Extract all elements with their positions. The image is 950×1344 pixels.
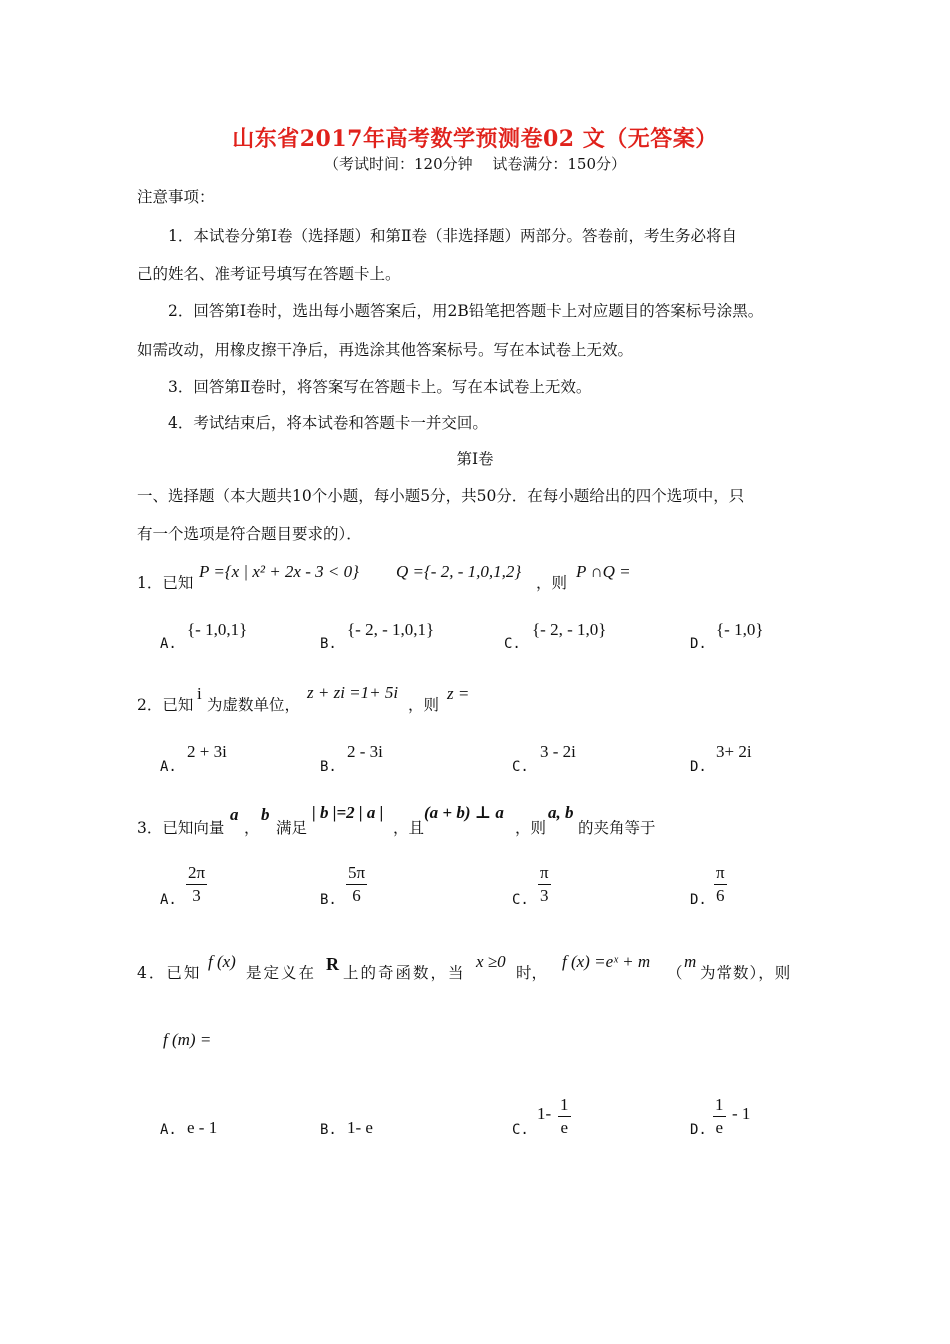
q1-then: ，则 [536,574,568,592]
q3-option-b-den: 6 [352,886,361,905]
q2-option-a-label: A. [160,759,177,775]
q3-option-b [346,862,367,907]
q4-option-a-label: A. [160,1122,177,1138]
q3-option-c-den: 3 [540,886,549,905]
q3-option-b-label: B. [320,892,337,908]
q3-option-a-num: 2π [186,862,207,885]
q3-tail: 的夹角等于 [578,819,656,837]
section-heading-cont: 有一个选项是符合题目要求的）． [137,525,362,543]
q4-option-d-label: D. [690,1122,707,1138]
q1-stem [137,573,193,593]
q1-option-a: {- 1,0,1} [187,620,248,639]
q4-option-c-num: 1 [558,1094,571,1117]
q4-paren-close: 为常数），则 [700,964,792,982]
q3-option-a-den: 3 [192,886,201,905]
q4-prefix: 4．已知 [137,964,202,982]
q3-comma: ， [244,819,260,837]
q3-and: ，且 [393,819,425,837]
q2-option-c-label: C. [512,759,529,775]
q1-option-d-label: D. [690,636,707,652]
q3-vector-b: b [261,805,270,824]
q2-prefix: 2．已知 [137,696,194,714]
notice-line: 1．本试卷分第Ⅰ卷（选择题）和第Ⅱ卷（非选择题）两部分。答卷前，考生务必将自 [168,227,738,245]
q4-option-c-label: C. [512,1122,529,1138]
q3-option-d-den: 6 [716,886,725,905]
q2-ask: z = [447,684,470,703]
q4-option-d-suffix: - 1 [732,1104,751,1123]
section-heading: 一、选择题（本大题共10个小题，每小题5分，共50分．在每小题给出的四个选项中，只 [137,487,745,505]
q2-option-d: 3+ 2i [716,742,752,761]
notice-line: 如需改动，用橡皮擦干净后，再选涂其他答案标号。写在本试卷上无效。 [137,341,634,359]
q4-paren-open: （ [667,964,683,982]
q1-option-c-label: C. [504,636,521,652]
q2-option-d-label: D. [690,759,707,775]
q4-m: m [684,952,697,971]
q4-option-d-num: 1 [713,1094,726,1117]
q4-option-c-fraction [558,1094,571,1139]
q3-prefix: 3．已知向量 [137,819,225,837]
q2-i: i [197,684,202,703]
q3-option-c-label: C. [512,892,529,908]
q1-set-q: Q ={- 2, - 1,0,1,2} [396,562,522,581]
q4-mid2: 上的奇函数，当 [343,964,466,982]
q4-real-set: R [326,954,339,974]
q3-option-c [538,862,551,907]
q1-ask: P ∩Q = [576,562,631,581]
q2-option-c: 3 - 2i [540,742,576,761]
q3-condition-1: | b |=2 | a | [312,803,384,822]
q3-satisfy: 满足 [276,819,308,837]
notice-line: 4．考试结束后，将本试卷和答题卡一并交回。 [168,414,488,432]
notice-heading: 注意事项： [137,188,215,206]
q2-option-b: 2 - 3i [347,742,383,761]
notice-line: 3．回答第Ⅱ卷时，将答案写在答题卡上。写在本试卷上无效。 [168,378,592,396]
q4-option-c-prefix: 1- [537,1104,552,1123]
q1-option-c: {- 2, - 1,0} [532,620,607,639]
q3-option-a [186,862,207,907]
q4-option-c-den: e [560,1118,569,1137]
notice-line: 2．回答第Ⅰ卷时，选出每小题答案后，用2B铅笔把答题卡上对应题目的答案标号涂黑。 [168,302,764,320]
q3-option-a-label: A. [160,892,177,908]
q4-option-b-label: B. [320,1122,337,1138]
page-title: 山东省2017年高考数学预测卷02 文（无答案） [232,126,718,152]
q4-option-b: 1- e [347,1118,373,1137]
q3-option-d [714,862,727,907]
notice-line: 己的姓名、准考证号填写在答题卡上。 [137,265,401,283]
q1-set-p: P ={x | x² + 2x - 3 < 0} [199,562,359,581]
q1-option-a-label: A. [160,636,177,652]
q3-option-c-num: π [538,862,551,885]
q4-option-d-den: e [715,1118,724,1137]
q3-option-d-num: π [714,862,727,885]
q2-option-b-label: B. [320,759,337,775]
q1-option-b-label: B. [320,636,337,652]
q1-prefix: 1．已知 [137,574,194,592]
exam-info: （考试时间：120分钟 试卷满分：150分） [323,155,627,173]
q3-option-d-label: D. [690,892,707,908]
q4-fx: f (x) [208,952,236,971]
q1-option-d: {- 1,0} [716,620,764,639]
q2-option-a: 2 + 3i [187,742,227,761]
q2-mid: 为虚数单位， [207,696,301,714]
q3-then: ，则 [515,819,547,837]
q3-option-b-num: 5π [346,862,367,885]
q4-condition: x ≥0 [476,952,506,971]
q4-ask: f (m) = [163,1030,212,1049]
q3-vector-a: a [230,805,239,824]
q1-option-b: {- 2, - 1,0,1} [347,620,435,639]
q4-expression: f (x) =eˣ + m [562,952,651,971]
q4-mid3: 时， [516,964,548,982]
q3-condition-2: (a + b) ⊥ a [424,803,504,822]
q4-option-a: e - 1 [187,1118,218,1137]
q4-option-d-fraction [713,1094,726,1139]
q3-vectors: a, b [548,803,574,822]
q2-equation: z + zi =1+ 5i [307,683,399,702]
part-title: 第Ⅰ卷 [456,450,494,468]
q2-then: ，则 [408,696,440,714]
q4-mid1: 是定义在 [246,964,317,982]
